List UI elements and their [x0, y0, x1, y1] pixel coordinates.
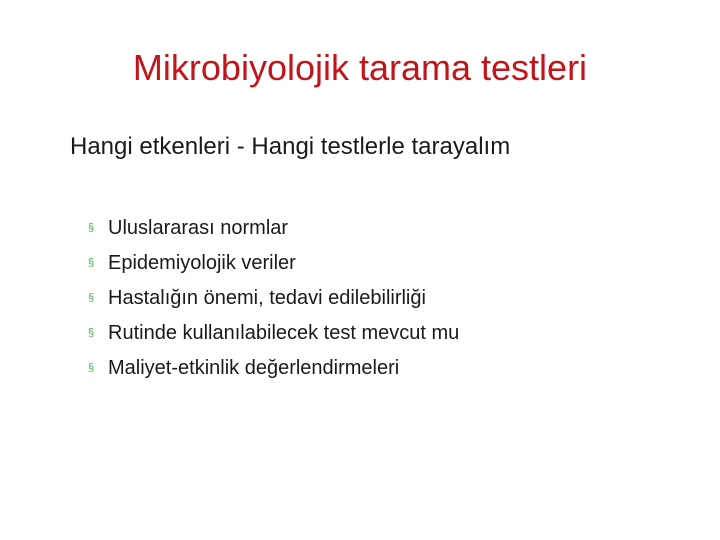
section-sign-bullet-icon: § [88, 292, 95, 304]
slide-subtitle: Hangi etkenleri - Hangi testlerle tarayalım [70, 133, 511, 160]
bullet-text: Rutinde kullanılabilecek test mevcut mu [108, 322, 460, 344]
bullet-item [88, 246, 459, 281]
section-sign-bullet-icon: § [88, 327, 95, 339]
bullet-list [88, 211, 459, 386]
slide-title: Mikrobiyolojik tarama testleri [132, 47, 588, 88]
bullet-item [88, 211, 459, 246]
bullet-text: Epidemiyolojik veriler [108, 252, 296, 274]
bullet-text: Uluslararası normlar [108, 217, 289, 239]
bullet-item [88, 316, 459, 351]
bullet-text: Maliyet-etkinlik değerlendirmeleri [108, 357, 400, 379]
bullet-text: Hastalığın önemi, tedavi edilebilirliği [108, 287, 426, 309]
section-sign-bullet-icon: § [88, 222, 95, 234]
bullet-item [88, 281, 459, 316]
section-sign-bullet-icon: § [88, 362, 95, 374]
section-sign-bullet-icon: § [88, 257, 95, 269]
bullet-item [88, 351, 459, 386]
